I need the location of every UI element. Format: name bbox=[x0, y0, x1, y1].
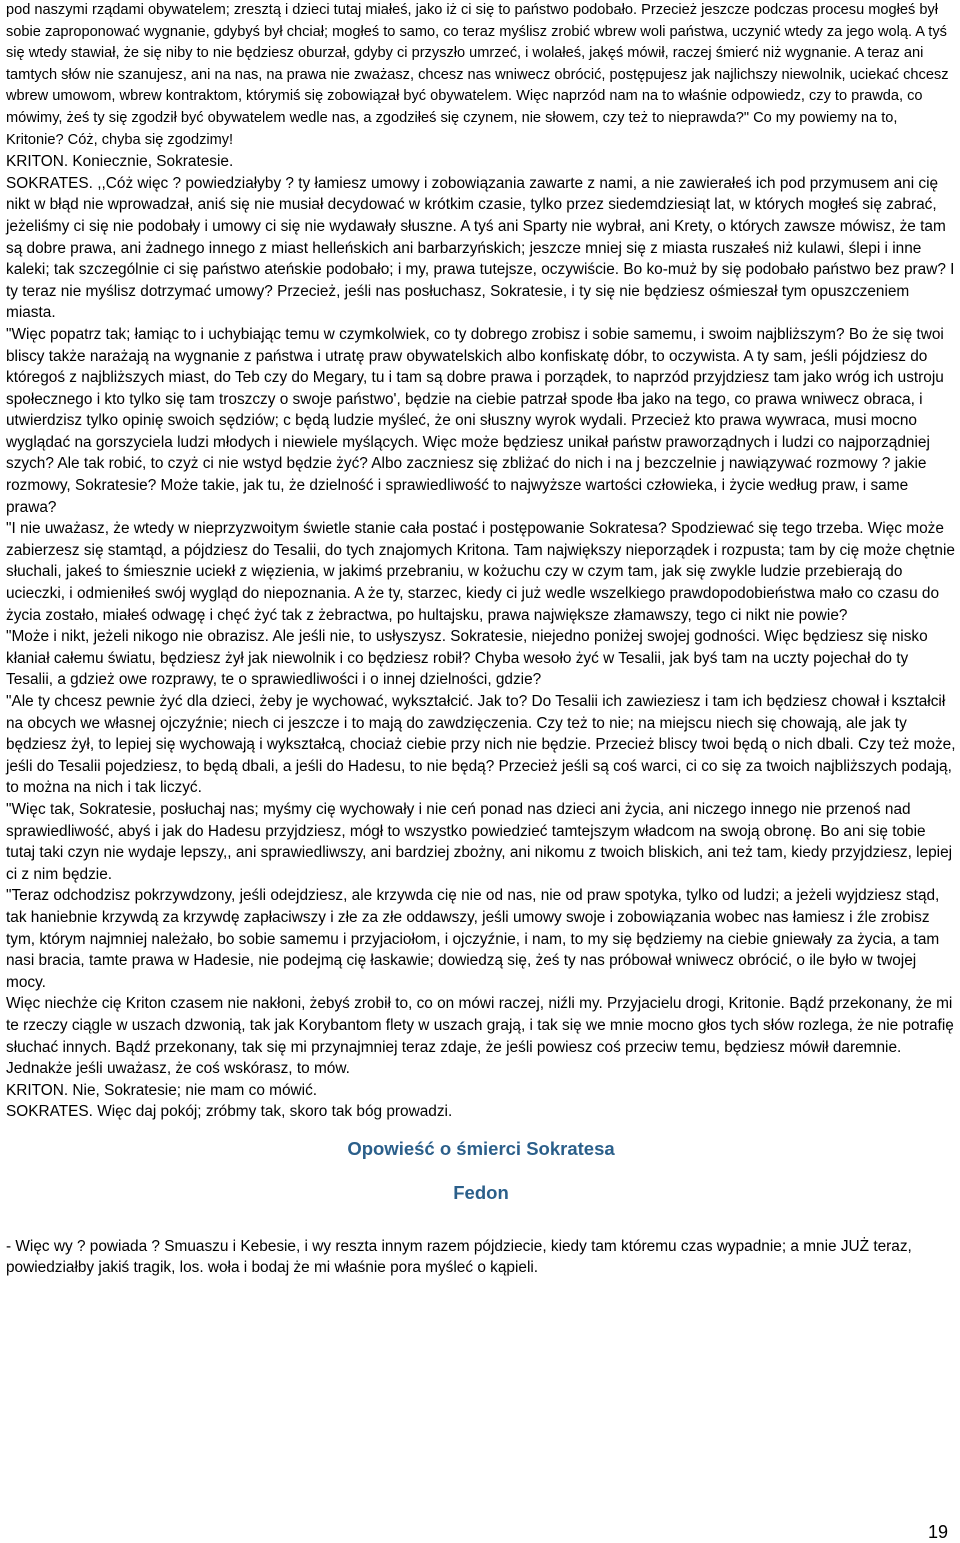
paragraph: "Może i nikt, jeżeli nikogo nie obrazisz. Ale jeśli nie, to usłyszysz. Sokratesie, niejedno poniżej swojej godności. Więc będziesz się nisko kłaniał całemu światu, będziesz żył jak niewolnik i co będziesz robił? Chyba wesoło żyć w Tesalii, jak byś tam na uczty pojechał do ty Tesalii, a gdzież owe rozprawy, te o sprawiedliwości i o innej dzielności, gdzie? bbox=[6, 628, 928, 689]
paragraph: SOKRATES. Więc daj pokój; zróbmy tak, skoro tak bóg prowadzi. bbox=[6, 1103, 453, 1121]
paragraph: pod naszymi rządami obywatelem; zresztą i dzieci tutaj miałeś, jako iż ci się to państwo podobało. Przecież jeszcze podczas procesu mogłeś był sobie zaproponować wygnanie, gdybyś był chciał; mogłeś to samo, co teraz myślisz zrobić wbrew woli państwa, uczynić wtedy za jego wolą. A tyś się wtedy stawiał, że się niby to nie będziesz oburzał, gdyby ci przyszło umrzeć, i wolałeś, jakęś mówił, raczej śmierć niż wygnanie. A teraz ani tamtych słów nie szanujesz, ani na nas, na prawa nie zważasz, chcesz nas wniwecz obrócić, postępujesz jak najlichszy niewolnik, uciekać chcesz wbrew umowom, wbrew kontraktom, którymiś się zobowiązał być obywatelem. Więc naprzód nam na to właśnie odpowiedz, czy to prawda, co mówimy, żeś ty się zgodził być obywatelem wedle nas, a zgodziłeś się czynem, nie słowem, czy też to nieprawda?" Co my powiemy na to, Kritonie? Cóż, chyba się zgodzimy! bbox=[6, 2, 949, 148]
paragraph: "Ale ty chcesz pewnie żyć dla dzieci, żeby je wychować, wykształcić. Jak to? Do Tesalii ich zawieziesz i tam ich będziesz chował i kształcił na obcych we własnej ojczyźnie; niech ci jeszcze i to mają do zawdzięczenia. Czy też to nie; na miejscu niech się chowają, ale jak ty będziesz żył, to lepiej się wychowają i wykształcą, chociaż ciebie przy nich nie będzie. Przecież bliscy twoi będą o nich dbali. Czy też może, jeśli do Tesalii pojedziesz, to będą dbali, a jeśli do Hadesu, to nie będą? Przecież jeśli są coś warci, ci co się za twoich najbliższych podają, to można na nich i tak liczyć. bbox=[6, 693, 956, 797]
paragraph: - Więc wy ? powiada ? Smuaszu i Kebesie, i wy reszta innym razem pójdziecie, kiedy tam któremu czas wypadnie; a mnie JUŻ teraz, powiedziałby jakiś tragik, los. woła i bodaj że mi właśnie pora myśleć o kąpieli. bbox=[6, 1237, 912, 1277]
paragraph: Więc niechże cię Kriton czasem nie nakłoni, żebyś zrobił to, co on mówi raczej, niźli my. Przyjacielu drogi, Kritonie. Bądź przekonany, że mi te rzeczy ciągle w uszach dzwonią, tak jak Korybantom flety w uszach grają, i tak się we mnie mocno głos tych słów rozlega, że nie potrafię słuchać innych. Bądź przekonany, tak się mi przynajmniej teraz zdaje, że jeśli powiesz coś przeciw temu, będziesz mówił daremnie. Jednakże jeśli uważasz, że coś wskórasz, to mów. bbox=[6, 995, 954, 1078]
paragraph: "Teraz odchodzisz pokrzywdzony, jeśli odejdziesz, ale krzywda cię nie od nas, nie od praw spotyka, tylko od ludzi; a jeżeli wyjdziesz stąd, tak haniebnie krzywdą za krzywdę zapłaciwszy i złe za złe oddawszy, jeśli umowy swoje i zobowiązania wobec nas łamiesz i źle zrobisz tym, którym najmniej należało, bo sobie samemu i przyjaciołom, i ojczyźnie, i nam, to my się będziemy na ciebie gniewały za życia, a tam nasi bracia, tamte prawa w Hadesie, nie podejmą cię łaskawie; dowiedzą się, żeś ty nas próbował wniwecz obrócić, o ile było w twojej mocy. bbox=[6, 887, 940, 991]
section-title: Opowieść o śmierci Sokratesa bbox=[347, 1137, 615, 1159]
paragraph: "I nie uważasz, że wtedy w nieprzyzwoitym świetle stanie cała postać i postępowanie Sokratesa? Spodziewać się tego trzeba. Więc może zabierzesz się stamtąd, a pójdziesz do Tesalii, do tych znajomych Kritona. Tam największy nieporządek i rozpusta; tam by cię może chętnie słuchali, jakeś to śmiesznie uciekł z więzienia, w jakimś przebraniu, w kożuchu czy w czym tam, jak się zwykle ludzie przebierają do ucieczki, i odmieniłeś swój wygląd do niepoznania. A że ty, starzec, kiedy ci już wedle wszelkiego prawdopodobieństwa mało co czasu do życia zostało, miałeś odwagę i chęć żyć tak z żebractwa, po hultajsku, prawa największe złamawszy, tego ci nikt nie powie? bbox=[6, 520, 955, 624]
document-body bbox=[6, 0, 956, 1279]
paragraph: "Więc popatrz tak; łamiąc to i uchybiając temu w czymkolwiek, co ty dobrego zrobisz i sobie samemu, i swoim najbliższym? Bo że się twoi bliscy także narażają na wygnanie z państwa i utratę praw obywatelskich albo konfiskatę dóbr, to oczywista. A ty sam, jeśli pójdziesz do któregoś z najbliższych miast, do Teb czy do Megary, tu i tam są dobre prawa i porządek, to naprzód przyjdziesz tam jako wróg ich ustroju społecznego i kto tylko się tam troszczy o swoje państwo', będzie na ciebie patrzał spode łba jako na tego, co prawa wniwecz obraca, i utwierdzisz tylko opinię swoich sędziów; c będą ludzie myśleć, że oni słuszny wyrok wydali. Przecież kto prawa wywraca, musi mocno wyglądać na gorszyciela ludzi młodych i niewiele myślących. Więc może będziesz unikał państw praworządnych i ludzi co najporządniej szych? Ale tak robić, to czyż ci nie wstyd będzie żyć? Albo zaczniesz się zbliżać do nich i na j bezczelnie j nawiązywać rozmowy ? jakie rozmowy, Sokratesie? Może takie, jak tu, że dzielność i sprawiedliwość to najwyższe wartości człowieka, i życie według praw, i same prawa? bbox=[6, 325, 944, 516]
paragraph: SOKRATES. ,,Cóż więc ? powiedziałyby ? ty łamiesz umowy i zobowiązania zawarte z nami, a nie zawierałeś ich pod przymusem ani cię nikt w błąd nie wprowadzał, aniś się nie musiał decydować w krótkim czasie, tylko przez siedemdziesiąt lat, w których mogłeś się zabrać, jeżeliśmy ci się nie podobały i umowy ci się nie wydawały słuszne. A tyś ani Sparty nie wybrał, ani Krety, o których zawsze mówisz, że tam są dobre prawa, ani żadnego innego z miast helleńskich ani barbarzyńskich; jeszcze mniej się z miasta ruszałeś niż kulawi, ślepi i inne kaleki; tak szczególnie ci się państwo ateńskie podobało; i my, prawa tutejsze, oczywiście. Bo ko-muż by się podobało państwo bez praw? I ty teraz nie myślisz dotrzymać umowy? Przecież, jeśli nas posłuchasz, Sokratesie, i ty się nie będziesz ośmieszał tym opuszczeniem miasta. bbox=[6, 174, 955, 322]
paragraph: KRITON. Nie, Sokratesie; nie mam co mówić. bbox=[6, 1081, 318, 1099]
section-subtitle: Fedon bbox=[453, 1181, 509, 1203]
paragraph: KRITON. Koniecznie, Sokratesie. bbox=[6, 153, 234, 171]
page-number: 19 bbox=[927, 1522, 948, 1542]
paragraph: "Więc tak, Sokratesie, posłuchaj nas; myśmy cię wychowały i nie ceń ponad nas dzieci ani życia, ani niczego innego nie przenoś nad sprawiedliwość, abyś i jak do Hadesu przyjdziesz, mógł to wszystko powiedzieć tamtejszym władcom na swoją obronę. Bo ani się tobie tutaj taki czyn nie wydaje lepszy,, ani sprawiedliwszy, ani bardziej zbożny, ani nikomu z twoich bliskich, ani też tam, kiedy przyjdziesz, lepiej ci z nim będzie. bbox=[6, 800, 953, 883]
